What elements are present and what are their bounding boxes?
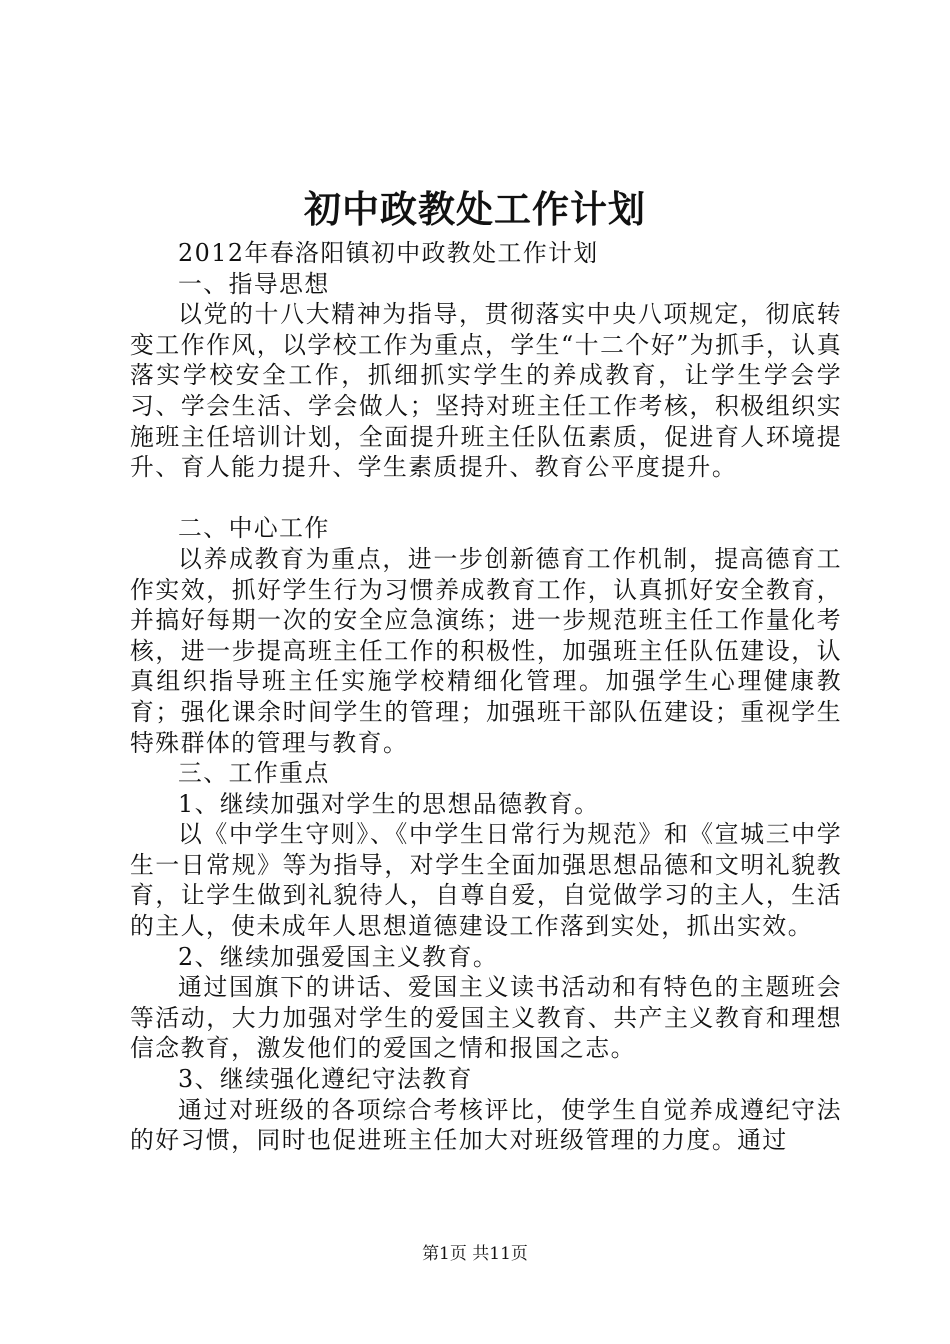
document-title: 初中政教处工作计划 <box>304 187 646 231</box>
paragraph-law-education: 通过对班级的各项综合考核评比，使学生自觉养成遵纪守法的好习惯，同时也促进班主任加大对班级管理的力度。通过 <box>130 1095 842 1155</box>
paragraph-moral-education: 以《中学生守则》、《中学生日常行为规范》和《宣城三中学生一日常规》等为指导，对学生全面加强思想品德和文明礼貌教育，让学生做到礼貌待人，自尊自爱，自觉做学习的主人，生活的主人，使未成年人思想道德建设工作落到实处，抓出实效。 <box>130 820 842 941</box>
item-heading-law-education: 3、继续强化遵纪守法教育 <box>178 1065 473 1094</box>
document-body <box>130 238 842 1156</box>
section-heading-guiding-ideology: 一、指导思想 <box>178 269 330 298</box>
section-heading-central-work: 二、中心工作 <box>178 514 330 543</box>
section-heading-work-focus: 三、工作重点 <box>178 759 330 788</box>
paragraph-guiding-ideology: 以党的十八大精神为指导，贯彻落实中央八项规定，彻底转变工作作风，以学校工作为重点，学生“十二个好”为抓手，认真落实学校安全工作，抓细抓实学生的养成教育，让学生学会学习、学会生活、学会做人；坚持对班主任工作考核，积极组织实施班主任培训计划，全面提升班主任队伍素质，促进育人环境提升、育人能力提升、学生素质提升、教育公平度提升。 <box>130 300 842 482</box>
paragraph-patriotic-education: 通过国旗下的讲话、爱国主义读书活动和有特色的主题班会等活动，大力加强对学生的爱国主义教育、共产主义教育和理想信念教育，激发他们的爱国之情和报国之志。 <box>130 973 842 1063</box>
page-number-footer: 第1页 共11页 <box>422 1244 528 1264</box>
paragraph-central-work: 以养成教育为重点，进一步创新德育工作机制，提高德育工作实效，抓好学生行为习惯养成教育工作，认真抓好安全教育，并搞好每期一次的安全应急演练；进一步规范班主任工作量化考核，进一步提高班主任工作的积极性，加强班主任队伍建设，认真组织指导班主任实施学校精细化管理。加强学生心理健康教育；强化课余时间学生的管理；加强班干部队伍建设；重视学生特殊群体的管理与教育。 <box>130 544 842 757</box>
item-heading-patriotic-education: 2、继续加强爱国主义教育。 <box>178 942 499 971</box>
item-heading-moral-education: 1、继续加强对学生的思想品德教育。 <box>178 789 600 818</box>
subtitle-line: 2012年春洛阳镇初中政教处工作计划 <box>178 239 599 267</box>
